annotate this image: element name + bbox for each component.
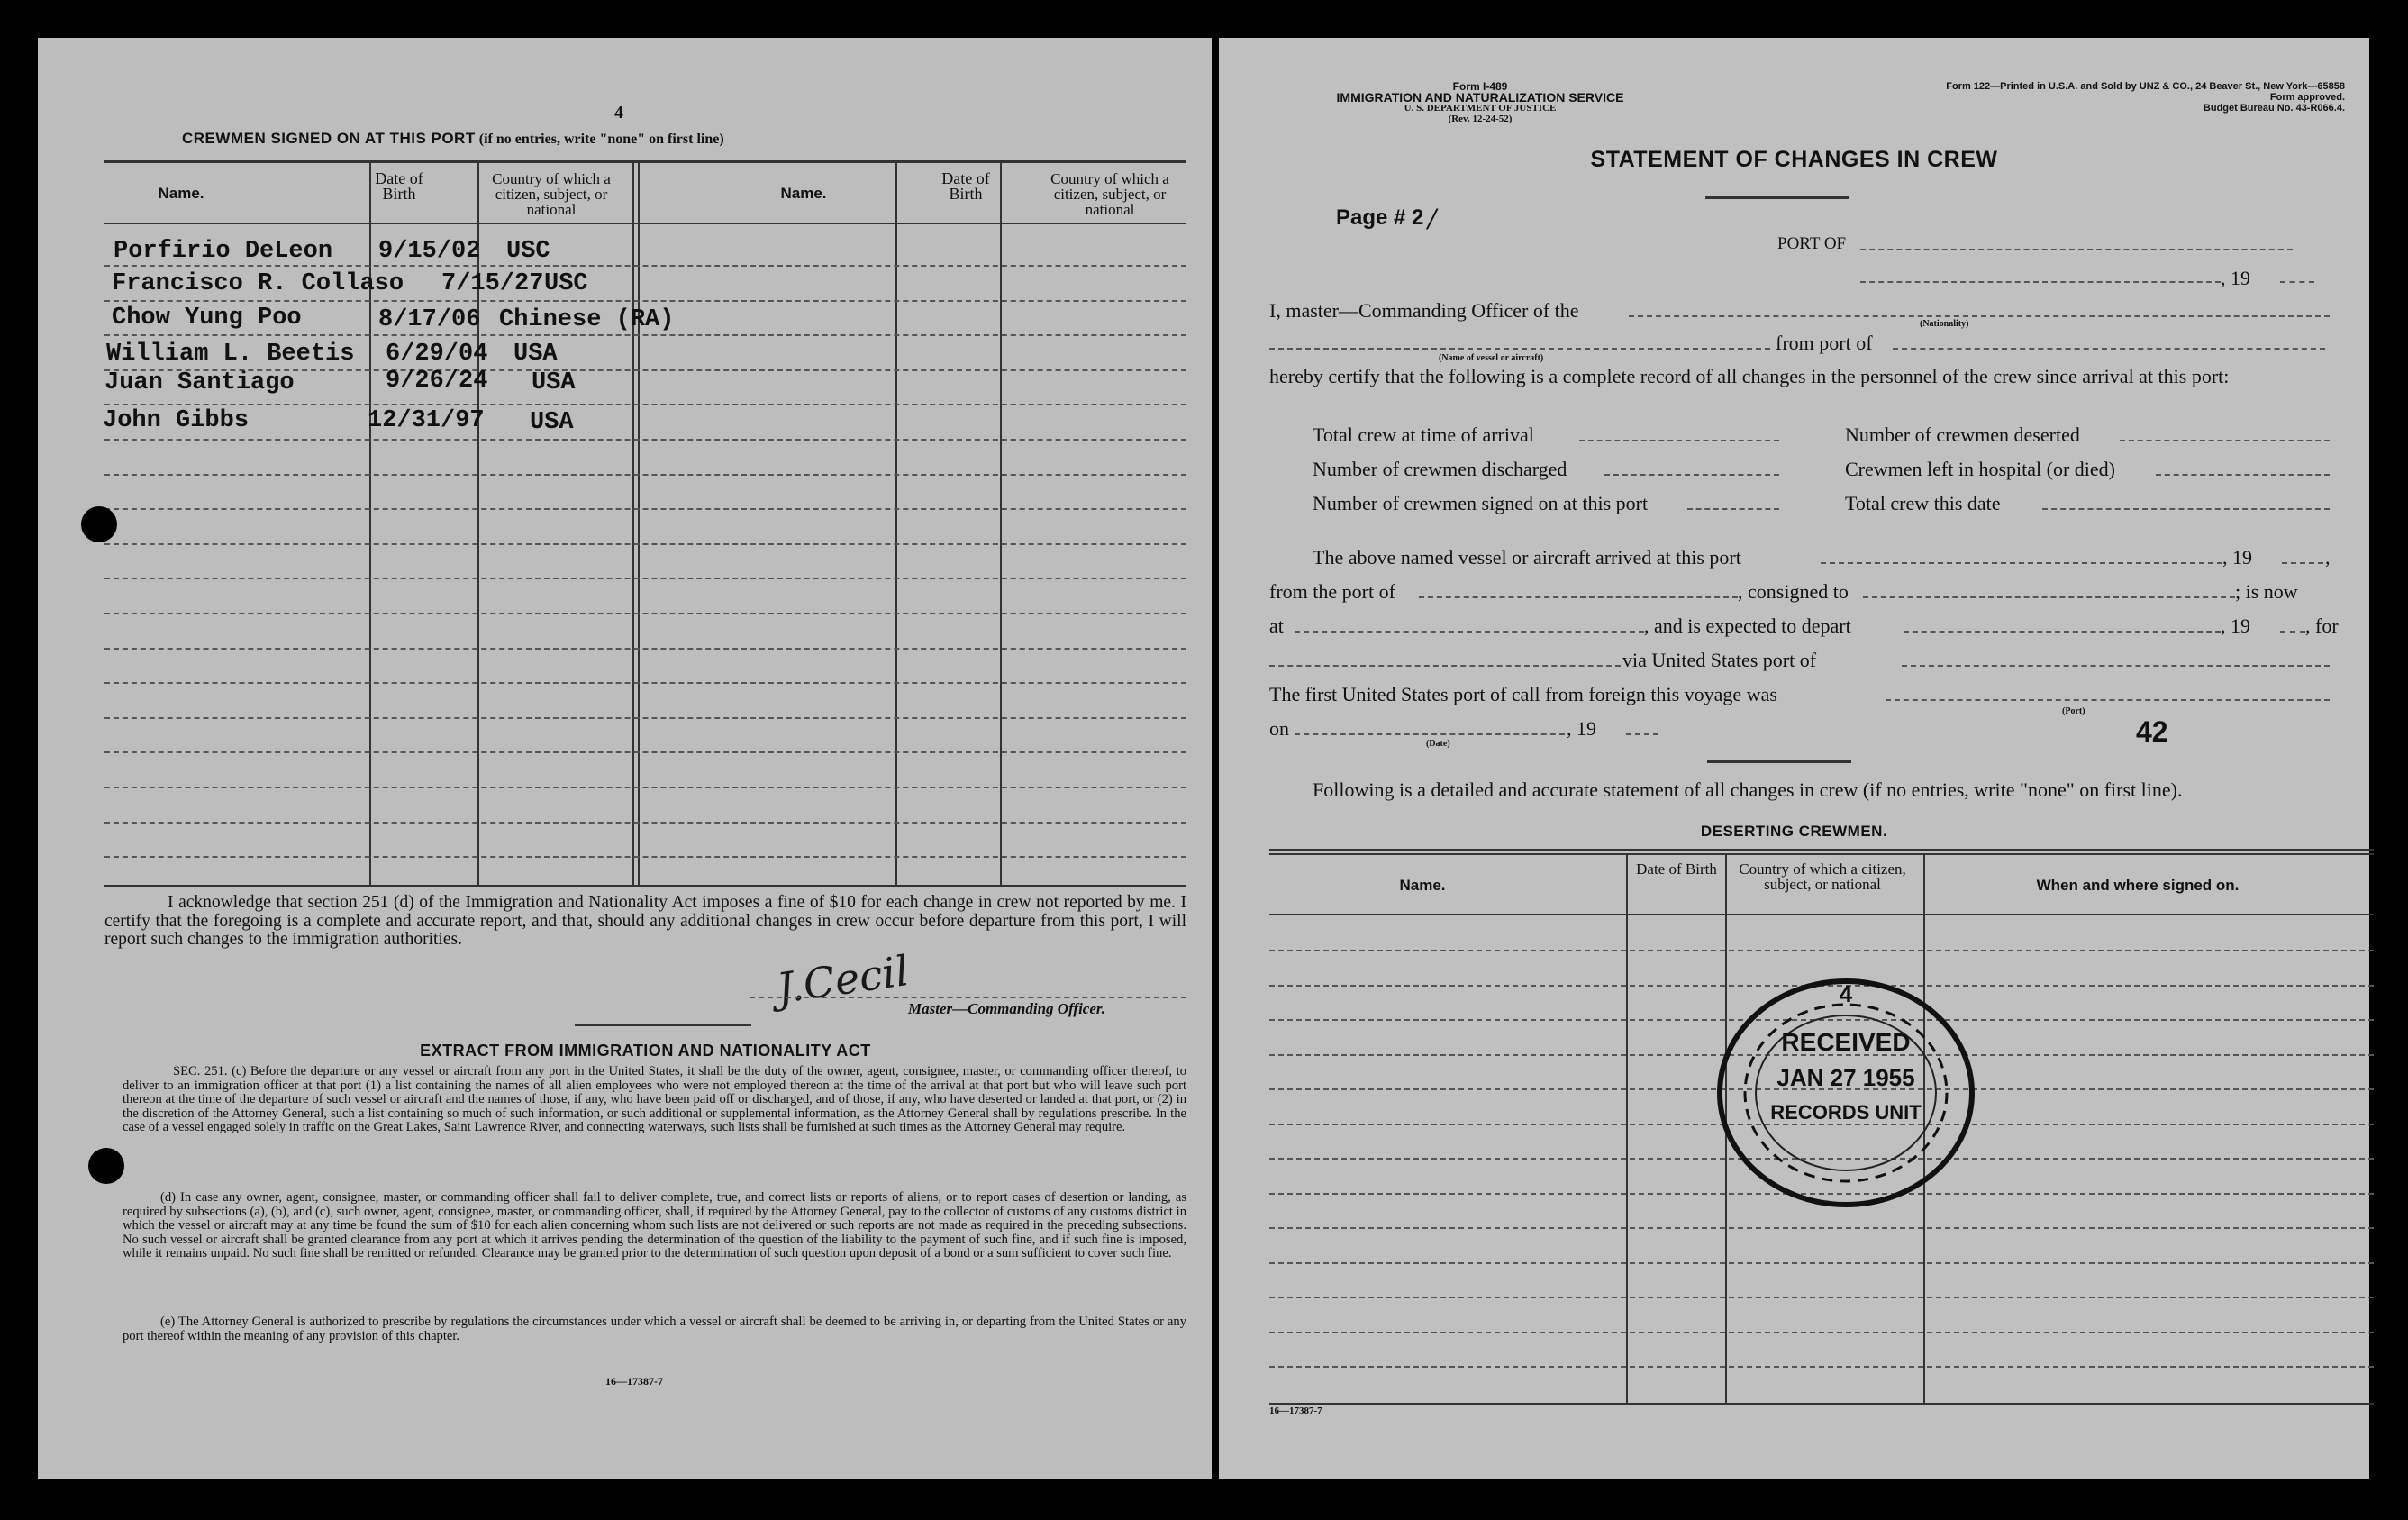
title-rule [1705,196,1849,199]
comma: , [2325,546,2331,569]
col-country-header-2: Country of which a citizen, subject, or national [1050,170,1169,218]
following-text: Following is a detailed and accurate statement of all changes in crew (if no entries, write "none" on first line). [1313,778,2183,801]
for-label: , for [2305,614,2339,637]
svg-text:4: 4 [1839,980,1853,1007]
col-divider [895,162,897,885]
extract-section-c: SEC. 251. (c) Before the departure or any vessel or aircraft from any port in the United States, it shall be the duty of the owner, agent, consignee, master, or commanding officer thereof, to deliver to an immigration officer at that port (1) a list containing the names of all alien employees who were not employed thereon at the time of the arrival at that port but who will leave such port thereon at the time of the departure of such vessel or aircraft and the names of those, if any, who have been paid off or discharged, and of those, if any, who have deserted or landed at that port, or (2) in the discretion of the Attorney General, such a list containing so much of such information, or such additional or supplemental information, as the Attorney General shall by regulations prescribe. In the case of a vessel engaged solely in traffic on the Great Lakes, Saint Lawrence River, and connecting waterways, such lists shall be furnished at such times as the Attorney General may require. [123,1064,1186,1134]
on-line [1295,733,1565,735]
table-row-rule [104,613,1186,614]
table-row-rule [1269,1262,2374,1264]
crew-dob: 9/15/02 [378,238,481,265]
stat-total-this-date: Total crew this date [1845,492,2001,514]
stat-hospital: Crewmen left in hospital (or died) [1845,458,2115,480]
received-stamp [1711,971,1981,1215]
at-label: at [1269,614,1284,637]
year-line [2280,281,2314,283]
crew-country: USC [506,238,550,265]
table-row-rule [1269,1227,2374,1229]
table-row-rule [104,578,1186,579]
table-row-rule [104,682,1186,684]
department-name: U. S. DEPARTMENT OF JUSTICE [1404,103,1557,114]
table-row-rule [104,648,1186,650]
stamp-records-unit: RECORDS UNIT [1770,1101,1922,1124]
via-before-line [1269,665,1621,667]
punch-hole [81,506,117,542]
col-divider [638,162,640,885]
left-form-page [38,38,1212,1479]
extract-section-e: (e) The Attorney General is authorized to prescribe by regulations the circumstances under which a vessel or aircraft shall be deemed to be arriving in, or departing from the United States or any port thereof within the meaning of any provision of this chapter. [123,1315,1186,1343]
arrived-label: The above named vessel or aircraft arrived at this port [1313,546,1741,569]
expected-year: , 19 [2221,614,2250,637]
first-port-label: The first United States port of call from foreign this voyage was [1269,683,1777,705]
footer-code: 16—17387-7 [605,1375,663,1388]
arrived-year-line [2282,562,2323,564]
table-row-rule [104,543,1186,545]
d-table-bottom-rule [1269,1403,2374,1405]
port-of-line [1860,249,2293,250]
vessel-line [1269,348,1770,350]
col-dob-header: Date of Birth [375,169,423,203]
stat-line [1579,440,1779,441]
stamped-number: 42 [2136,715,2168,748]
col-country-header: Country of which a citizen, subject, or national [492,170,611,218]
extract-title: EXTRACT FROM IMMIGRATION AND NATIONALITY ACT [420,1042,871,1060]
year-label: , 19 [2221,267,2250,289]
port-caption: (Port) [2062,706,2085,716]
table-row-rule [1269,1332,2374,1333]
crew-dob: 9/26/24 [386,368,488,395]
printer-line: Form 122—Printed in U.S.A. and Sold by UNZ & CO., 24 Beaver St., New York—65858 [1946,81,2345,92]
form-title: STATEMENT OF CHANGES IN CREW [1590,147,1998,172]
agency-name: IMMIGRATION AND NATURALIZATION SERVICE [1336,90,1624,105]
crew-name: Francisco R. Collaso [112,270,404,297]
master-signature: J.Cecil [773,946,913,1013]
arrived-year: , 19 [2222,546,2252,569]
expected-label: , and is expected to depart [1644,614,1851,637]
crew-country: Chinese (RA) [499,306,675,333]
footer-code-right: 16—17387-7 [1269,1406,1322,1416]
consigned-label: , consigned to [1738,580,1849,603]
table-row-rule [1269,1297,2374,1298]
table-row-rule [104,439,1186,441]
crew-country: USA [530,409,574,436]
table-row-rule [104,474,1186,476]
crew-country: USC [544,270,588,297]
table-row-rule [104,508,1186,510]
expected-year-line [2280,631,2305,633]
stat-line [1604,474,1779,476]
form-number: Form I-489 [1452,80,1508,93]
date-caption: (Date) [1426,739,1450,749]
table-row-rule [104,751,1186,753]
stat-discharged: Number of crewmen discharged [1313,458,1567,480]
crew-dob: 7/15/27 [441,270,544,297]
on-year-line [1626,733,1658,735]
stat-line [1687,508,1779,510]
stat-line [2156,474,2330,476]
nationality-caption: (Nationality) [1920,319,1969,329]
master-line [1629,315,2330,317]
budget-number: Budget Bureau No. 43-R066.4. [2203,103,2345,114]
from-the-port-label: from the port of [1269,580,1395,603]
crew-country: USA [513,341,558,368]
stat-line [2042,508,2330,510]
table-row-rule [104,404,1186,405]
col-divider [632,162,634,885]
arrived-line [1821,562,2222,564]
d-col-country-header: Country of which a citizen, subject, or national [1739,860,1906,893]
crewmen-signed-on-title: CREWMEN SIGNED ON AT THIS PORT (if no entries, write "none" on first line) [182,130,724,147]
certify-text: hereby certify that the following is a complete record of all changes in the personnel of the crew since arrival at this port: [1269,365,2230,387]
form-header-block [1273,81,1687,124]
table-row-rule [1269,1366,2374,1368]
via-line [1902,665,2330,667]
d-col-dob-header: Date of Birth [1636,860,1717,878]
crew-dob: 6/29/04 [386,341,488,368]
port-of-label: PORT OF [1777,234,1847,253]
date-line [1860,281,2221,283]
master-line-label: I, master—Commanding Officer of the [1269,299,1579,322]
table-row-rule [104,822,1186,824]
revision-date: (Rev. 12-24-52) [1448,114,1513,124]
col-divider [1000,162,1002,885]
d-col-name-header: Name. [1399,877,1446,894]
from-the-port-line [1419,596,1738,598]
punch-hole [88,1148,124,1184]
col-name-header: Name. [158,185,204,202]
crew-name: William L. Beetis [106,341,355,368]
consigned-line [1863,596,2235,598]
stat-deserted: Number of crewmen deserted [1845,423,2080,446]
d-header-bottom-rule [1269,914,2374,915]
crew-name: Juan Santiago [104,369,295,396]
stamp-date: JAN 27 1955 [1776,1064,1915,1091]
form-approved: Form approved. [2269,92,2345,103]
on-label: on [1269,717,1289,740]
crew-name: Chow Yung Poo [112,305,302,332]
via-label: via United States port of [1622,649,1817,671]
table-row-rule [104,334,1186,336]
from-port-label: from port of [1776,332,1873,354]
stat-total-arrival: Total crew at time of arrival [1313,423,1534,446]
stat-signed-on: Number of crewmen signed on at this port [1313,492,1649,514]
signature-line [750,997,1186,998]
crew-dob: 12/31/97 [368,407,485,434]
d-col-when-header: When and where signed on. [2036,877,2240,894]
divider-rule [575,1024,751,1026]
extract-section-d: (d) In case any owner, agent, consignee, master, or commanding officer shall fail to deliver complete, true, and correct lists or reports of aliens, or to report cases of desertion or landing, as required by subsections (a), (b), and (c), such owner, agent, consignee, master, or commanding officer, shall, if required by the Attorney General, pay to the collector of customs of any customs district in which the vessel or aircraft may at any time be found the sum of $10 for each alien concerning whom such lists are not delivered or such reports are not made as required in the preceding subsections. No such vessel or aircraft shall be granted clearance from any port at which it arrives pending the determination of the question of the liability to the payment of such fine, and if such fine is imposed, while it remains unpaid. No such fine shall be remitted or refunded. Clearance may be granted prior to the determination of such question upon deposit of a bond or a sum sufficient to cover such fine. [123,1190,1186,1261]
page-number: 4 [614,103,623,123]
signature-caption: Master—Commanding Officer. [908,1000,1105,1017]
page-handwritten-mark: / [1428,204,1437,233]
crew-dob: 8/17/06 [378,306,481,333]
divider-rule [1707,760,1851,763]
table-row-rule [104,265,1186,267]
on-year: , 19 [1567,717,1596,740]
col-name-header-2: Name. [780,185,827,202]
vessel-caption: (Name of vessel or aircraft) [1439,353,1544,363]
table-top-rule [104,160,1186,163]
col-dob-header-2: Date of Birth [941,169,990,203]
stamp-received: RECEIVED [1781,1028,1911,1056]
right-form-page [1219,38,2369,1479]
crew-name: John Gibbs [103,407,250,434]
stat-line [2120,440,2330,441]
from-port-line [1893,348,2325,350]
table-row-rule [104,300,1186,302]
table-row-rule [104,787,1186,788]
crew-name: Porfirio DeLeon [114,238,333,265]
expected-line [1904,631,2221,633]
table-bottom-rule [104,885,1186,887]
deserting-top-rule-2 [1269,853,2374,855]
acknowledgment-text: I acknowledge that section 251 (d) of the Immigration and Nationality Act imposes a fine of $10 for each change in crew not reported by me. I certify that the foregoing is a complete and accurate report, and that, should any additional changes in crew occur before departure from this port, I will report such changes to the immigration authorities. [104,893,1186,949]
header-bottom-rule [104,223,1186,224]
crew-country: USA [532,369,576,396]
deserting-top-rule [1269,849,2374,851]
at-line [1295,631,1644,633]
table-row-rule [1269,950,2374,951]
printer-block [1723,81,2345,114]
page-label: Page # 2 [1336,205,1424,230]
deserting-title: DESERTING CREWMEN. [1700,823,1888,840]
table-row-rule [104,717,1186,719]
d-col-divider [1626,855,1628,1403]
is-now-label: ; is now [2235,580,2298,603]
table-row-rule [104,856,1186,858]
first-port-line [1886,699,2330,701]
